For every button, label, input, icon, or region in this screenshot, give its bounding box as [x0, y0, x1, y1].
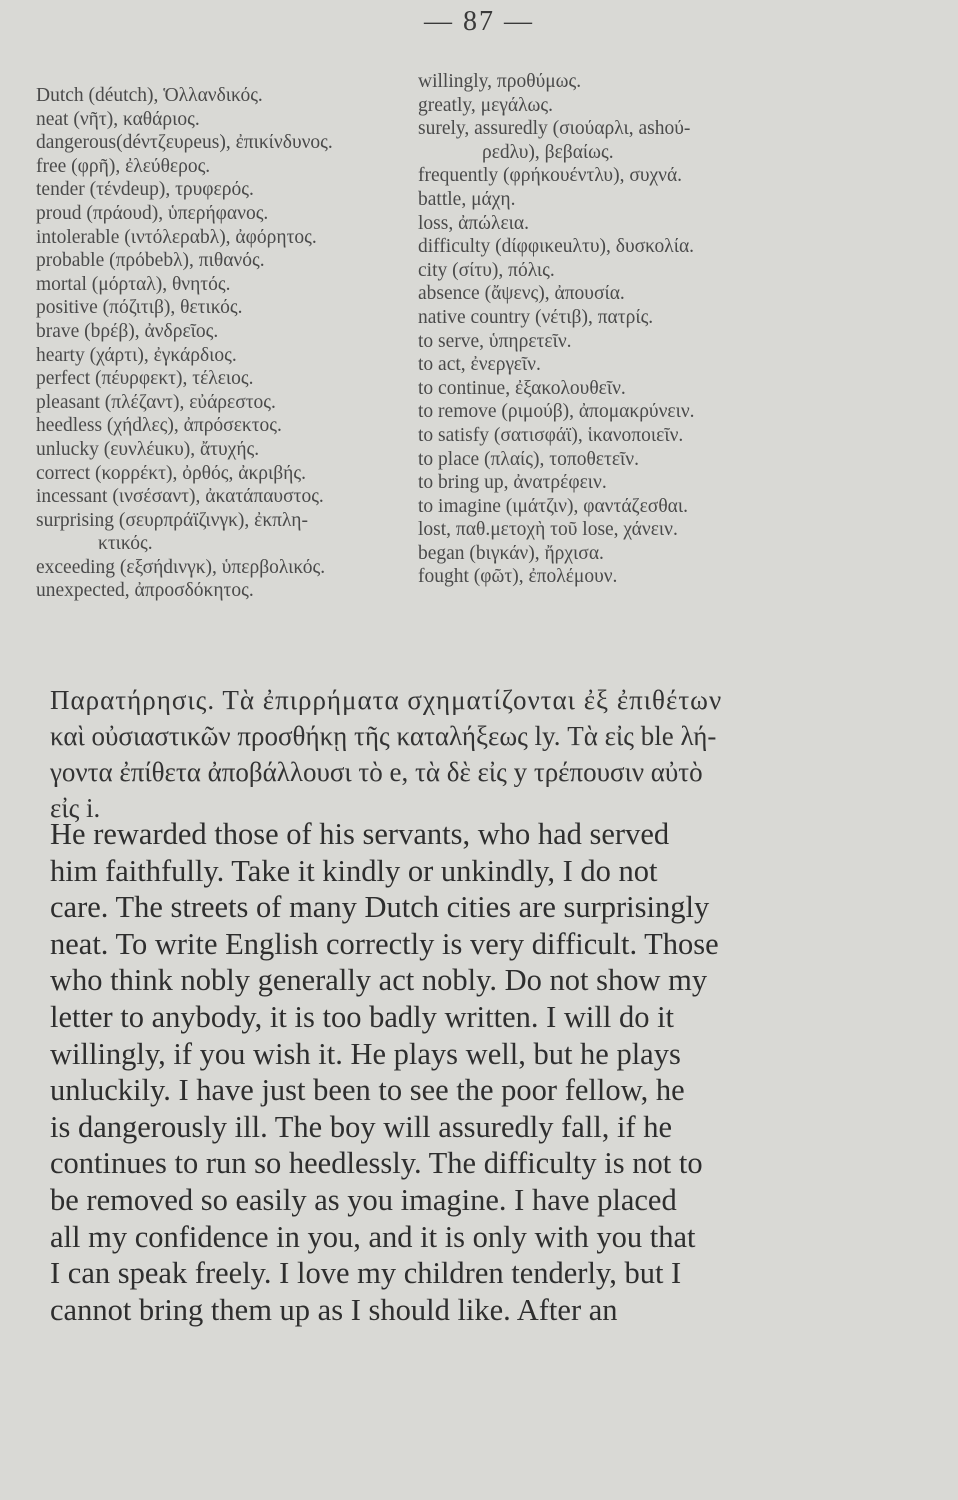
vocab-entry-continuation: κτικός.: [98, 533, 153, 555]
vocab-entry: hearty (χάρτι), ἐγκάρδιος.: [36, 344, 237, 366]
vocab-entry: native country (νέτιβ), πατρίς.: [418, 306, 654, 328]
vocab-entry: willingly, προθύμως.: [418, 71, 582, 92]
vocab-entry: surely, assuredly (σιούαρλι, ashoύ-: [418, 118, 691, 140]
vocab-entry: difficulty (dίφφικeuλτυ), δυσκολία.: [418, 236, 695, 258]
vocab-entry: neat (νῆτ), καθάριος.: [36, 108, 200, 130]
vocab-entry: incessant (ινσέσαντ), ἀκατάπαυστος.: [36, 486, 324, 508]
note-line: καὶ οὐσιαστικῶν προσθήκῃ τῆς καταλήξεως ly. Τὰ εἰς ble λή-: [50, 721, 717, 751]
exercise-line: willingly, if you wish it. He plays well, but he plays: [50, 1036, 681, 1071]
vocab-entry: to act, ἐνεργεῖν.: [418, 354, 541, 376]
exercise-line: is dangerously ill. The boy will assuredly fall, if he: [50, 1109, 673, 1144]
page-number: — 87 —: [424, 6, 534, 37]
vocab-entry: to bring up, ἀνατρέφειν.: [418, 472, 607, 494]
vocab-entry: lost, παθ.μετοχὴ τοῦ lose, χάνειν.: [418, 519, 678, 541]
vocab-entry: pleasant (πλέζαντ), εὐάρεστος.: [36, 391, 276, 413]
exercise-line: He rewarded those of his servants, who had served: [50, 817, 670, 851]
vocab-entry: to place (πλαίς), τοποθετεῖν.: [418, 448, 639, 470]
exercise-line: unluckily. I have just been to see the poor fellow, he: [50, 1073, 685, 1108]
exercise-line: who think nobly generally act nobly. Do not show my: [50, 963, 708, 998]
vocab-entry: brave (bρέβ), ἀνδρεῖος.: [36, 320, 219, 342]
vocab-entry: tender (τένdeup), τρυφερός.: [36, 179, 254, 201]
vocab-entry: positive (πόζιτιβ), θετικός.: [36, 297, 243, 319]
vocab-entry: unexpected, ἀπροσδόκητος.: [36, 580, 254, 602]
exercise-line: continues to run so heedlessly. The difficulty is not to: [50, 1146, 703, 1181]
vocabulary-left-column: [36, 84, 456, 603]
exercise-line: care. The streets of many Dutch cities are surprisingly: [50, 890, 710, 925]
vocab-entry: frequently (φρήκουέντλυ), συχνά.: [418, 165, 683, 187]
grammar-note: [50, 682, 850, 826]
vocab-entry: fought (φῶτ), ἐπολέμουν.: [418, 566, 618, 588]
vocab-entry: exceeding (εξσήdινγκ), ὑπερβολικός.: [36, 556, 326, 578]
exercise-line: all my confidence in you, and it is only with you that: [50, 1219, 696, 1254]
exercise-line: letter to anybody, it is too badly written. I will do it: [50, 999, 675, 1034]
vocab-entry: to serve, ὑπηρετεῖν.: [418, 330, 572, 352]
exercise-line: neat. To write English correctly is very difficult. Those: [50, 926, 719, 961]
vocab-entry: dangerous(déντζευρeus), ἐπικίνδυνος.: [36, 132, 333, 154]
note-line: Παρατήρησις. Τὰ ἐπιρρήματα σχηματίζονται ἐξ ἐπιθέτων: [50, 685, 723, 715]
exercise-line: be removed so easily as you imagine. I have placed: [50, 1182, 677, 1217]
vocab-entry: to remove (ριμούβ), ἀπομακρύνειν.: [418, 401, 695, 423]
vocabulary-right-column: [418, 70, 858, 589]
vocab-entry: correct (κορρέκτ), ὀρθός, ἀκριβής.: [36, 462, 306, 484]
vocab-entry: greatly, μεγάλως.: [418, 94, 553, 116]
vocab-entry: loss, ἀπώλεια.: [418, 212, 529, 234]
exercise-line: cannot bring them up as I should like. After an: [50, 1292, 618, 1327]
vocab-entry: battle, μάχη.: [418, 188, 516, 210]
vocab-entry-continuation: ρεdλυ), βεβαίως.: [482, 141, 614, 163]
vocab-entry: probable (πρόbebλ), πιθανός.: [36, 250, 265, 272]
vocab-entry: absence (ἄψενς), ἀπουσία.: [418, 283, 625, 305]
vocab-entry: Dutch (déutch), Ὁλλανδικός.: [36, 85, 263, 106]
vocab-entry: began (bιγκάν), ἤρχισα.: [418, 542, 604, 564]
vocab-entry: perfect (πέυρφεκτ), τέλειος.: [36, 368, 254, 390]
vocab-entry: to continue, ἐξακολουθεῖν.: [418, 377, 626, 399]
exercise-line: I can speak freely. I love my children tenderly, but I: [50, 1256, 682, 1291]
vocab-entry: mortal (μόρταλ), θνητός.: [36, 273, 231, 295]
note-line: εἰς i.: [50, 793, 101, 823]
vocab-entry: heedless (χήdλες), ἀπρόσεκτος.: [36, 415, 282, 437]
vocab-entry: to imagine (ιμάτζιν), φαντάζεσθαι.: [418, 495, 689, 517]
exercise-text: [50, 816, 850, 1328]
vocab-entry: proud (πράουd), ὑπερήφανος.: [36, 202, 269, 224]
exercise-line: him faithfully. Take it kindly or unkindly, I do not: [50, 853, 658, 888]
note-line: γοντα ἐπίθετα ἀποβάλλουσι τὸ e, τὰ δὲ εἰς y τρέπουσιν αὐτὸ: [50, 757, 703, 787]
vocab-entry: free (φρῆ), ἐλεύθερος.: [36, 155, 211, 177]
vocab-entry: intolerable (ιντόλεραbλ), ἀφόρητος.: [36, 226, 317, 248]
vocab-entry: surprising (σευρπράϊζινγκ), ἐκπλη-: [36, 509, 309, 531]
vocab-entry: unlucky (ευνλέuκυ), ἄτυχής.: [36, 438, 260, 460]
vocab-entry: city (σίτυ), πόλις.: [418, 259, 555, 281]
vocab-entry: to satisfy (σατισφάϊ), ἱκανοποιεῖν.: [418, 424, 684, 446]
